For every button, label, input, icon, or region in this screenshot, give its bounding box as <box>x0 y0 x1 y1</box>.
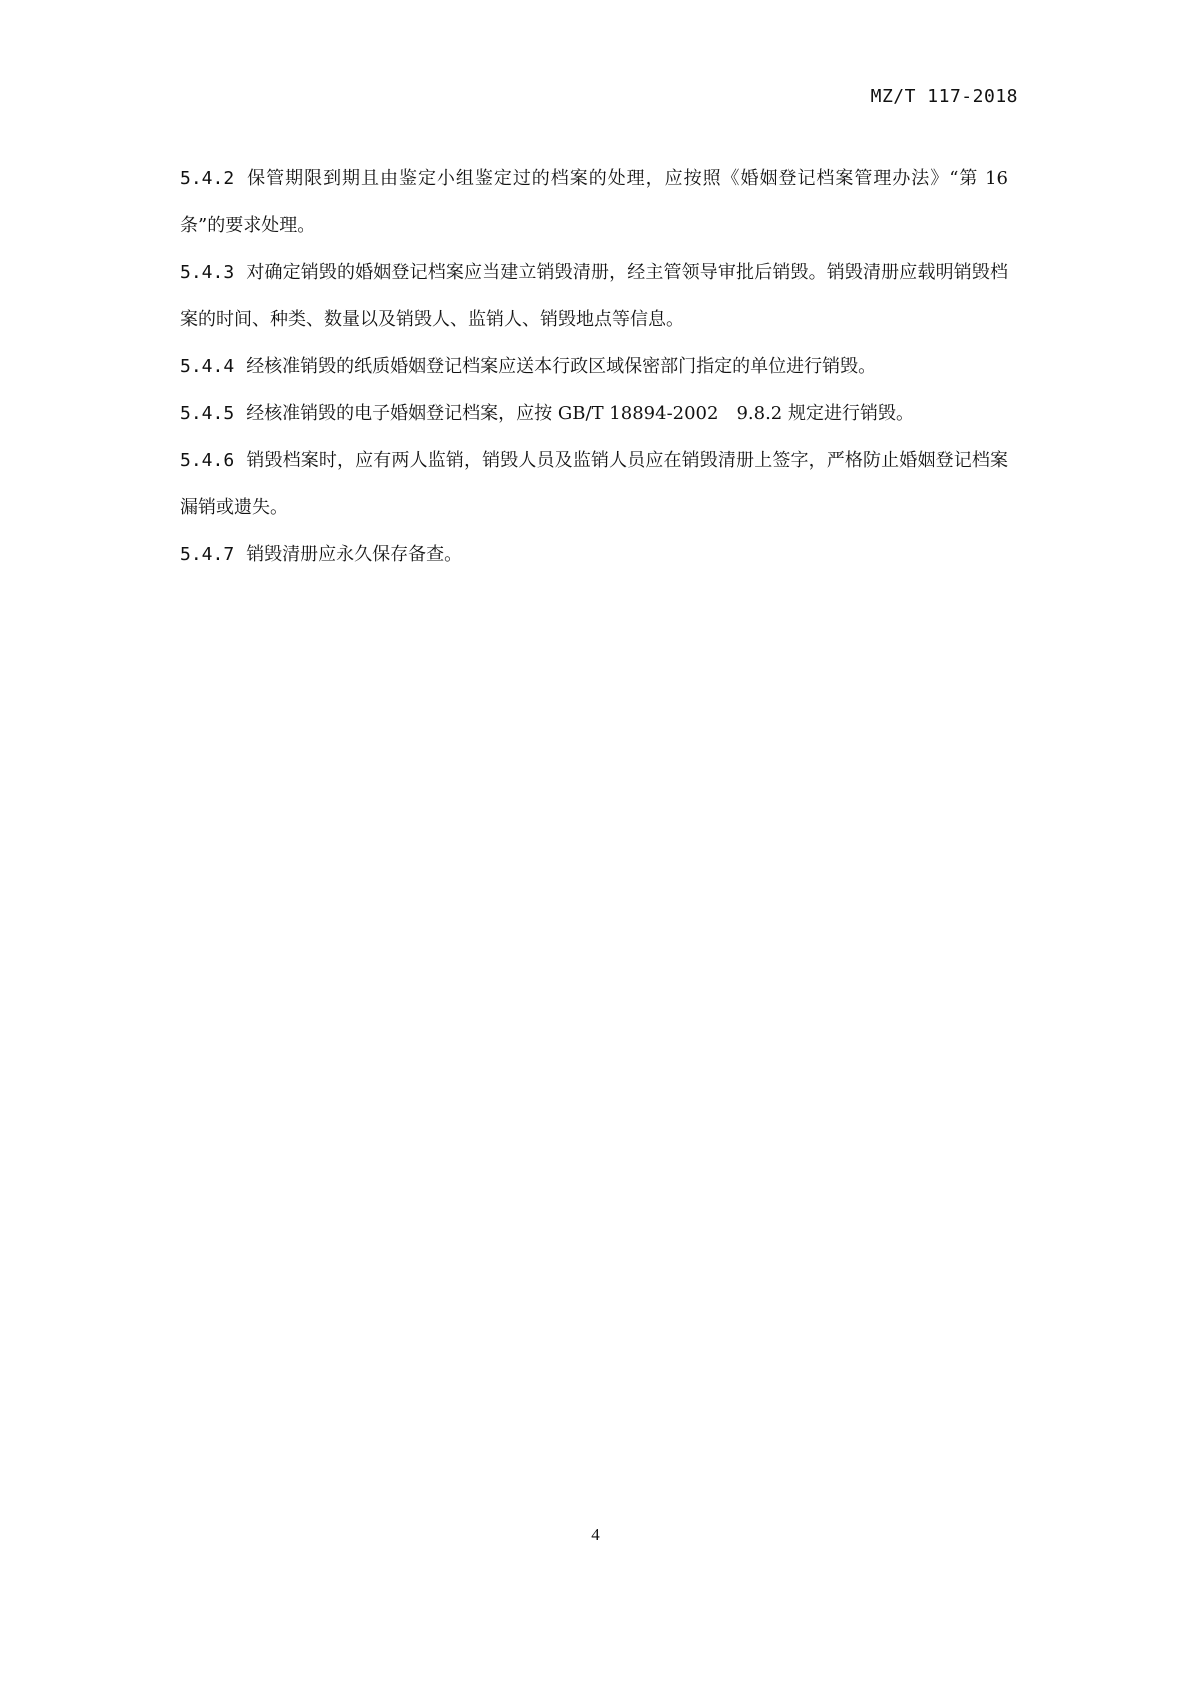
page-number: 4 <box>591 1525 600 1544</box>
clause-number: 5.4.4 <box>180 356 235 377</box>
clause-text: 保管期限到期且由鉴定小组鉴定过的档案的处理，应按照《婚姻登记档案管理办法》“第 16 条”的要求处理。 <box>180 168 1008 236</box>
clause-text: 经核准销毁的纸质婚姻登记档案应送本行政区域保密部门指定的单位进行销毁。 <box>246 356 877 377</box>
clause-text: 销毁清册应永久保存备查。 <box>246 544 463 565</box>
clause-number: 5.4.3 <box>180 262 235 283</box>
clause-5-4-6 <box>180 437 1008 531</box>
clause-number: 5.4.7 <box>180 544 235 565</box>
clause-5-4-7 <box>180 531 1008 578</box>
clause-text: 销毁档案时，应有两人监销，销毁人员及监销人员应在销毁清册上签字，严格防止婚姻登记档案漏销或遗失。 <box>180 450 1008 518</box>
clause-5-4-2 <box>180 155 1008 249</box>
clause-5-4-3 <box>180 249 1008 343</box>
clause-number: 5.4.5 <box>180 403 235 424</box>
clause-number: 5.4.6 <box>180 450 235 471</box>
clause-text: 对确定销毁的婚姻登记档案应当建立销毁清册，经主管领导审批后销毁。销毁清册应载明销毁档案的时间、种类、数量以及销毁人、监销人、销毁地点等信息。 <box>180 262 1008 330</box>
clause-number: 5.4.2 <box>180 168 235 189</box>
clause-text: 经核准销毁的电子婚姻登记档案，应按 GB/T 18894-2002 9.8.2 规定进行销毁。 <box>246 403 914 424</box>
document-code: MZ/T 117-2018 <box>870 86 1018 107</box>
clause-5-4-5 <box>180 390 1008 437</box>
document-body <box>180 155 1008 578</box>
clause-5-4-4 <box>180 343 1008 390</box>
